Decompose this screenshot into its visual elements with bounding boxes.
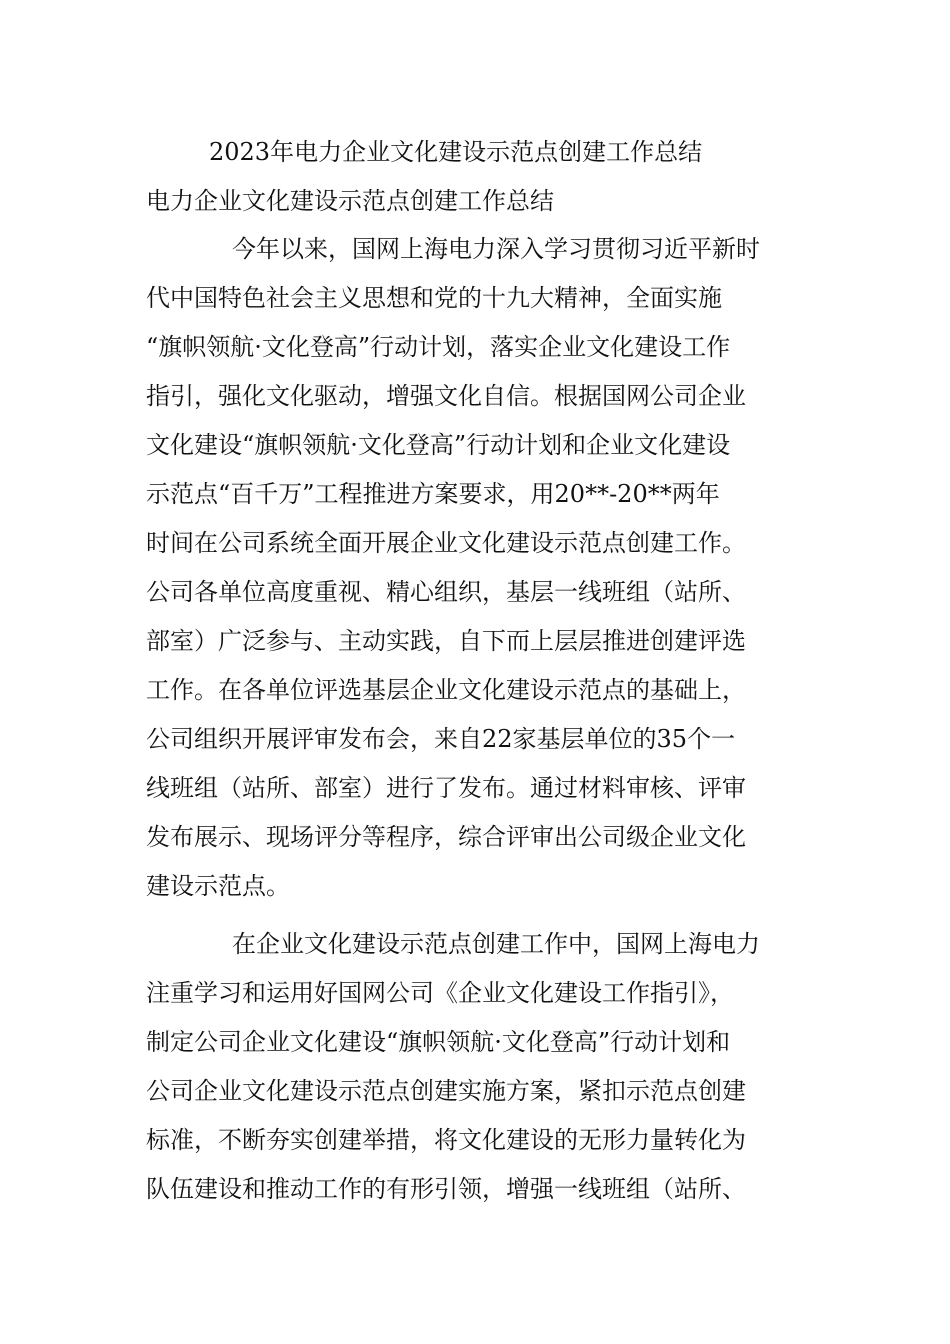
paragraph-line: 示范点“百千万”工程推进方案要求，用20**-20**两年 [146,480,720,508]
paragraph-2 [146,920,806,1214]
paragraph-line: 文化建设“旗帜领航·文化登高”行动计划和企业文化建设 [146,431,731,459]
paragraph-line: 指引，强化文化驱动，增强文化自信。根据国网公司企业 [146,382,746,410]
paragraph-line: 工作。在各单位评选基层企业文化建设示范点的基础上， [146,676,746,704]
paragraph-line: 今年以来，国网上海电力深入学习贯彻习近平新时 [232,235,760,263]
document-subtitle: 电力企业文化建设示范点创建工作总结 [146,187,554,215]
paragraph-line: 注重学习和运用好国网公司《企业文化建设工作指引》， [146,979,734,1007]
paragraph-line: 在企业文化建设示范点创建工作中，国网上海电力 [232,930,760,958]
paragraph-line: 公司组织开展评审发布会，来自22家基层单位的35个一 [146,725,736,753]
paragraph-line: 制定公司企业文化建设“旗帜领航·文化登高”行动计划和 [146,1028,731,1056]
paragraph-line: 代中国特色社会主义思想和党的十九大精神，全面实施 [146,284,722,312]
paragraph-line: 线班组（站所、部室）进行了发布。通过材料审核、评审 [146,774,746,802]
paragraph-1 [146,225,806,911]
document-title: 2023年电力企业文化建设示范点创建工作总结 [209,138,703,166]
paragraph-line: 公司各单位高度重视、精心组织，基层一线班组（站所、 [146,578,746,606]
paragraph-line: 公司企业文化建设示范点创建实施方案，紧扣示范点创建 [146,1077,746,1105]
paragraph-line: 时间在公司系统全面开展企业文化建设示范点创建工作。 [146,529,746,557]
paragraph-line: 建设示范点。 [146,872,290,900]
paragraph-line: 队伍建设和推动工作的有形引领，增强一线班组（站所、 [146,1175,746,1203]
paragraph-line: 标准，不断夯实创建举措，将文化建设的无形力量转化为 [146,1126,746,1154]
paragraph-line: 部室）广泛参与、主动实践，自下而上层层推进创建评选 [146,627,746,655]
paragraph-line: “旗帜领航·文化登高”行动计划，落实企业文化建设工作 [146,333,731,361]
paragraph-line: 发布展示、现场评分等程序，综合评审出公司级企业文化 [146,823,746,851]
